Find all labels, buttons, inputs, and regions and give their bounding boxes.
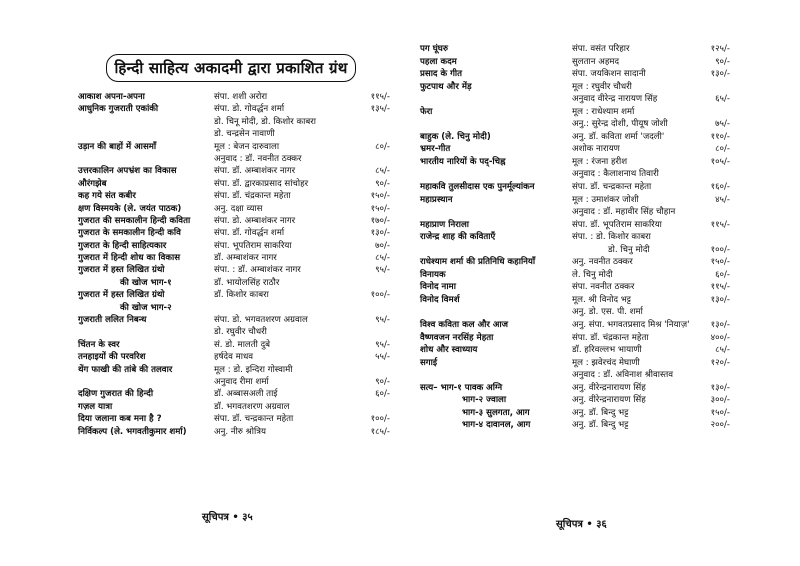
book-entry bbox=[78, 91, 408, 103]
book-title: की खोज भाग-२ bbox=[120, 302, 172, 313]
book-price: ७०/- bbox=[375, 240, 390, 251]
book-price: ११०/- bbox=[710, 131, 730, 142]
book-author: डॉ. भगवतशरण अग्रवाल bbox=[214, 401, 290, 412]
book-author: अनु. वीरेन्द्रनारायण सिंह bbox=[572, 395, 646, 406]
book-title: गुजरात में हस्त लिखित ग्रंथो bbox=[78, 265, 165, 276]
book-entry bbox=[420, 206, 755, 219]
book-title: गुजरात की समकालीन हिन्दी कविता bbox=[78, 215, 191, 226]
book-author: अनु.: सुरेन्द्र दोशी, पीयूष जोशी bbox=[572, 119, 668, 130]
book-price: ८०/- bbox=[715, 144, 730, 155]
book-title: औरंगझेब bbox=[78, 178, 107, 189]
book-entry bbox=[420, 118, 755, 131]
book-title: चिंतन के स्वर bbox=[78, 339, 120, 350]
book-entry bbox=[420, 156, 755, 169]
book-author: संपा. : डॉ. अम्बाशंकर नागर bbox=[214, 265, 301, 276]
book-author: संपा. वसंत परिहार bbox=[572, 44, 630, 54]
book-author: संपा. जयकिशन सादानी bbox=[572, 69, 646, 80]
book-title: गुजरात में हस्त लिखित ग्रंथो bbox=[78, 290, 165, 301]
book-title: क्षण विस्मयके (ले. जयंत पाठक) bbox=[78, 203, 182, 214]
book-price: ४००/- bbox=[710, 332, 730, 343]
book-author: अनुवाद : डॉ. नवनीत ठक्कर bbox=[214, 153, 302, 164]
book-author: संपा. : डो. किशोर काबरा bbox=[572, 232, 651, 243]
book-title: सगाई bbox=[420, 357, 438, 368]
book-entry bbox=[78, 351, 408, 363]
book-entry bbox=[78, 227, 408, 239]
book-author: अनुवाद : डॉ. अविनाश श्रीवास्तव bbox=[572, 370, 674, 381]
book-title: भारतीय नारियों के पद्-चिह्न bbox=[420, 156, 506, 167]
book-title: की खोज भाग-१ bbox=[120, 277, 172, 288]
book-title: पग घूंघरु bbox=[420, 44, 449, 54]
book-entry bbox=[420, 382, 755, 395]
book-entry bbox=[420, 231, 755, 244]
book-entry bbox=[78, 141, 408, 153]
book-price: ८५/- bbox=[375, 166, 390, 177]
book-author: संपा. डॉ. चन्द्रकान्त महेता bbox=[214, 414, 294, 425]
book-entry bbox=[78, 339, 408, 351]
book-price: ९०/- bbox=[375, 376, 390, 387]
book-price: १५०/- bbox=[710, 257, 730, 268]
book-entry bbox=[78, 103, 408, 115]
book-entry bbox=[78, 215, 408, 227]
book-entry bbox=[420, 194, 755, 207]
book-price: १२५/- bbox=[710, 44, 730, 54]
book-title: वैष्णवजन नरसिंह मेहता bbox=[420, 332, 494, 343]
book-entry bbox=[420, 306, 755, 319]
book-author: डॉ. किशोर काबरा bbox=[214, 290, 269, 301]
book-title: उत्तरकालिन अपभ्रंश का विकास bbox=[78, 166, 177, 177]
book-title: शोध और स्वाध्याय bbox=[420, 345, 478, 356]
book-title: दिया जलाना कब मना है ? bbox=[78, 414, 162, 425]
book-entry bbox=[420, 68, 755, 81]
page-footer-left: सूचिपत्र • ३५ bbox=[202, 512, 253, 523]
book-entry bbox=[78, 165, 408, 177]
book-price: १००/- bbox=[370, 290, 390, 301]
book-entry bbox=[420, 344, 755, 357]
book-price: ६०/- bbox=[375, 389, 390, 400]
book-price: ७५/- bbox=[715, 119, 730, 130]
page-footer-right: सूचिपत्र • ३६ bbox=[556, 519, 607, 530]
book-title: गुजरात में हिन्दी शोध का विकास bbox=[78, 253, 181, 264]
book-entry bbox=[420, 419, 755, 432]
book-price: ६०/- bbox=[715, 269, 730, 280]
book-author: डॉ. हरिवल्लभ भायाणी bbox=[572, 345, 642, 356]
book-author: संपा. डॉ. भूपतिराम साकरिया bbox=[572, 219, 662, 230]
book-title: भाग-३ सुलगता, आग bbox=[462, 407, 530, 418]
book-title: निर्विकल्प (ले. भगवतीकुमार शर्मा) bbox=[78, 426, 187, 437]
book-author: अनु. डॉ. बिन्दु भट्ट bbox=[572, 420, 629, 431]
book-entry bbox=[78, 240, 408, 252]
catalog-heading: हिन्दी साहित्य अकादमी द्वारा प्रकाशित ग्रंथ bbox=[106, 54, 356, 82]
book-entry bbox=[420, 244, 755, 257]
book-title: महाकवि तुलसीदास एक पुनर्मूल्यांकन bbox=[420, 182, 535, 193]
book-entry bbox=[420, 43, 755, 56]
book-price: ६५/- bbox=[715, 94, 730, 105]
book-title: राधेश्याम शर्मा की प्रतिनिधि कहानियाँ bbox=[420, 257, 536, 268]
book-price: ८०/- bbox=[375, 141, 390, 152]
book-price: १३०/- bbox=[710, 69, 730, 80]
book-entry bbox=[78, 302, 408, 314]
book-title: भाग-४ दावानल, आग bbox=[462, 420, 531, 431]
book-author: अनुवाद : कैलाशनाथ तिवारी bbox=[572, 169, 659, 180]
book-title: गज़ल यात्रा bbox=[78, 401, 113, 412]
book-entry bbox=[420, 407, 755, 420]
book-price: १२०/- bbox=[710, 357, 730, 368]
book-author: ले. चिनु मोदी bbox=[572, 269, 613, 280]
book-author: डॉ. अब्बासअली ताई bbox=[214, 389, 278, 400]
book-author: डो. चन्द्रसेन नावाणी bbox=[214, 129, 275, 140]
book-title: राजेन्द्र शाह की कविताएँ bbox=[420, 232, 496, 243]
book-price: १०५/- bbox=[710, 156, 730, 167]
book-title: विश्व कविता कल और आज bbox=[420, 320, 509, 331]
book-title: गुजरात के हिन्दी साहित्यकार bbox=[78, 240, 167, 251]
book-author: डो. चिनू मोदी, डो. किशोर काबरा bbox=[214, 116, 316, 127]
book-author: अनु. दक्षा व्यास bbox=[214, 203, 263, 214]
book-author: अनुवाद रीमा शर्मा bbox=[214, 376, 269, 387]
book-price: १८५/- bbox=[370, 426, 390, 437]
book-title: भाग-२ ज्वाला bbox=[462, 395, 507, 406]
book-entry bbox=[420, 168, 755, 181]
book-author: अनु. वीरेन्द्रनारायण सिंह bbox=[572, 382, 646, 393]
book-price: ९५/- bbox=[375, 265, 390, 276]
book-price: १००/- bbox=[710, 244, 730, 255]
book-author: मूल : डो. इन्दिरा गोस्वामी bbox=[214, 364, 293, 375]
book-author: सं. डो. मालती दुबे bbox=[214, 339, 271, 350]
book-title: महाप्राण निराला bbox=[420, 219, 470, 230]
book-author: अनु. नवनीत ठक्कर bbox=[572, 257, 633, 268]
book-price: ११५/- bbox=[370, 92, 390, 102]
book-title: प्रसाद के गीत bbox=[420, 69, 463, 80]
book-price: १३५/- bbox=[370, 104, 390, 115]
book-entry bbox=[78, 364, 408, 376]
book-author: मूल : रघुवीर चौधरी bbox=[572, 81, 632, 92]
book-entry bbox=[78, 264, 408, 276]
book-price: १३०/- bbox=[710, 320, 730, 331]
book-author: मूल : उमाशंकर जोशी bbox=[572, 194, 639, 205]
book-author: अनु. संपा. भगवतप्रसाद मिश्र 'नियाज़' bbox=[572, 320, 690, 331]
book-entry bbox=[420, 256, 755, 269]
book-price: ५५/- bbox=[375, 352, 390, 363]
book-entry bbox=[78, 277, 408, 289]
book-author: संपा. डो. भगवतशरण अग्रवाल bbox=[214, 315, 308, 326]
book-entry bbox=[78, 203, 408, 215]
book-list-left bbox=[78, 91, 408, 438]
book-entry bbox=[78, 190, 408, 202]
book-title: विनोद विमर्श bbox=[420, 294, 460, 305]
book-entry bbox=[420, 394, 755, 407]
book-entry bbox=[420, 181, 755, 194]
book-author: डो. चिनु मोदी bbox=[608, 244, 650, 255]
book-entry bbox=[420, 281, 755, 294]
book-author: संपा. डॉ. गोवर्द्धन शर्मा bbox=[214, 228, 285, 239]
book-title: उड़ान की बाहों में आसमाँ bbox=[78, 141, 157, 152]
book-entry bbox=[78, 116, 408, 128]
book-entry bbox=[420, 131, 755, 144]
book-price: ९५/- bbox=[375, 339, 390, 350]
book-author: संपा. भूपतिराम साकरिया bbox=[214, 240, 292, 251]
book-author: सुलतान अहमद bbox=[572, 56, 620, 67]
book-price: ९०/- bbox=[715, 56, 730, 67]
book-author: अनु. नीरु श्रोत्रिय bbox=[214, 426, 266, 437]
book-entry bbox=[78, 326, 408, 338]
book-entry bbox=[78, 153, 408, 165]
book-entry bbox=[78, 128, 408, 140]
book-price: ११५/- bbox=[710, 219, 730, 230]
book-entry bbox=[420, 219, 755, 232]
book-price: १३०/- bbox=[710, 294, 730, 305]
book-author: मूल : झवेरचंद मेघाणी bbox=[572, 357, 640, 368]
book-author: संपा. डो. अम्बाशंकर नागर bbox=[214, 215, 296, 226]
book-title: फुटपाथ और मेंड़ bbox=[420, 81, 472, 92]
book-entry bbox=[78, 376, 408, 388]
book-entry bbox=[420, 106, 755, 119]
book-author: मूल. श्री विनोद भट्ट bbox=[572, 294, 632, 305]
book-entry bbox=[78, 314, 408, 326]
book-price: ८५/- bbox=[375, 253, 390, 264]
book-author: अनु. डॉ. कविता शर्मा 'जदली' bbox=[572, 131, 665, 142]
book-title: थेंग फाखी की तांबे की तलवार bbox=[78, 364, 173, 375]
book-author: डो. रघुवीर चौधरी bbox=[214, 327, 267, 338]
book-entry bbox=[420, 93, 755, 106]
book-author: संपा. डॉ. चन्द्रकान्त महेता bbox=[572, 182, 652, 193]
book-author: अनु. डो. एस. पी. शर्मा bbox=[572, 307, 643, 318]
book-title: सत्य– भाग-१ पावक अग्नि bbox=[420, 382, 503, 393]
book-price: १५०/- bbox=[370, 191, 390, 202]
book-price: १६०/- bbox=[710, 182, 730, 193]
book-price: १३०/- bbox=[370, 228, 390, 239]
book-entry bbox=[420, 357, 755, 370]
book-title: दक्षिण गुजरात की हिन्दी bbox=[78, 389, 154, 400]
book-author: संपा. डो. गोवर्द्धन शर्मा bbox=[214, 104, 285, 115]
book-author: संपा. डॉ. अम्बाशंकर नागर bbox=[214, 166, 296, 177]
book-author: डॉ. अम्बाशंकर नागर bbox=[214, 253, 277, 264]
book-title: बाहुक (ले. चिनु मोदी) bbox=[420, 131, 491, 142]
book-author: अनु. डॉ. बिन्दु भट्ट bbox=[572, 407, 629, 418]
book-price: ३००/- bbox=[710, 395, 730, 406]
book-author: मूल : रंजना हरीश bbox=[572, 156, 628, 167]
book-author: हर्षदेव माधव bbox=[214, 352, 254, 363]
book-entry bbox=[420, 143, 755, 156]
book-price: ८५/- bbox=[715, 345, 730, 356]
book-author: संपा. शशी अरोरा bbox=[214, 92, 268, 102]
book-price: ९०/- bbox=[375, 178, 390, 189]
book-title: भ्रमर-गीत bbox=[420, 144, 451, 155]
book-price: ४५/- bbox=[715, 194, 730, 205]
book-title: महाप्रस्थान bbox=[420, 194, 453, 205]
book-entry bbox=[420, 294, 755, 307]
book-entry bbox=[420, 319, 755, 332]
book-entry bbox=[78, 426, 408, 438]
book-author: अनुवाद वीरेन्द्र नारायण सिंह bbox=[572, 94, 658, 105]
book-author: संपा. नवनीत ठक्कर bbox=[572, 282, 635, 293]
book-price: १७०/- bbox=[370, 215, 390, 226]
book-list-right bbox=[420, 43, 755, 432]
book-title: विनोद नामा bbox=[420, 282, 456, 293]
book-price: १५०/- bbox=[370, 203, 390, 214]
book-title: आधुनिक गुजराती एकांकी bbox=[78, 104, 159, 115]
book-entry bbox=[78, 413, 408, 425]
book-entry bbox=[78, 252, 408, 264]
book-price: १५०/- bbox=[710, 407, 730, 418]
book-author: डॉ. भायोलसिंह राठौर bbox=[214, 277, 280, 288]
book-entry bbox=[78, 388, 408, 400]
book-author: मूल : राधेश्याम शर्मा bbox=[572, 106, 635, 117]
book-entry bbox=[420, 81, 755, 94]
book-title: कह गये संत कबीर bbox=[78, 191, 136, 202]
book-entry bbox=[78, 178, 408, 190]
book-title: गुजराती ललित निबन्ध bbox=[78, 315, 147, 326]
book-entry bbox=[78, 289, 408, 301]
book-author: अनुवाद : डॉ. महावीर सिंह चौहान bbox=[572, 207, 676, 218]
book-title: तनहाइयों की परवरिश bbox=[78, 352, 146, 363]
book-author: संपा. डॉ. चंद्रकान्त महेता bbox=[572, 332, 649, 343]
book-title: गुजरात के समकालीन हिन्दी कवि bbox=[78, 228, 181, 239]
book-price: ९५/- bbox=[375, 315, 390, 326]
book-author: संपा. डॉ. द्वारकाप्रसाद सांचोहर bbox=[214, 178, 309, 189]
book-author: संपा. डॉ. चंद्रकान्त महेता bbox=[214, 191, 291, 202]
book-author: अशोक नारायण bbox=[572, 144, 620, 155]
book-entry bbox=[420, 369, 755, 382]
book-price: ११५/- bbox=[710, 282, 730, 293]
book-entry bbox=[420, 269, 755, 282]
book-price: २००/- bbox=[710, 420, 730, 431]
book-entry bbox=[420, 332, 755, 345]
book-title: फेरा bbox=[420, 106, 433, 117]
book-title: पहला कदम bbox=[420, 56, 457, 67]
book-entry bbox=[78, 401, 408, 413]
book-price: १००/- bbox=[370, 414, 390, 425]
book-entry bbox=[420, 56, 755, 69]
book-title: विनायक bbox=[420, 269, 446, 280]
book-title: आकाश अपना-अपना bbox=[78, 92, 145, 102]
book-price: १३०/- bbox=[710, 382, 730, 393]
book-author: मूल : बेजन दारुवाला bbox=[214, 141, 280, 152]
